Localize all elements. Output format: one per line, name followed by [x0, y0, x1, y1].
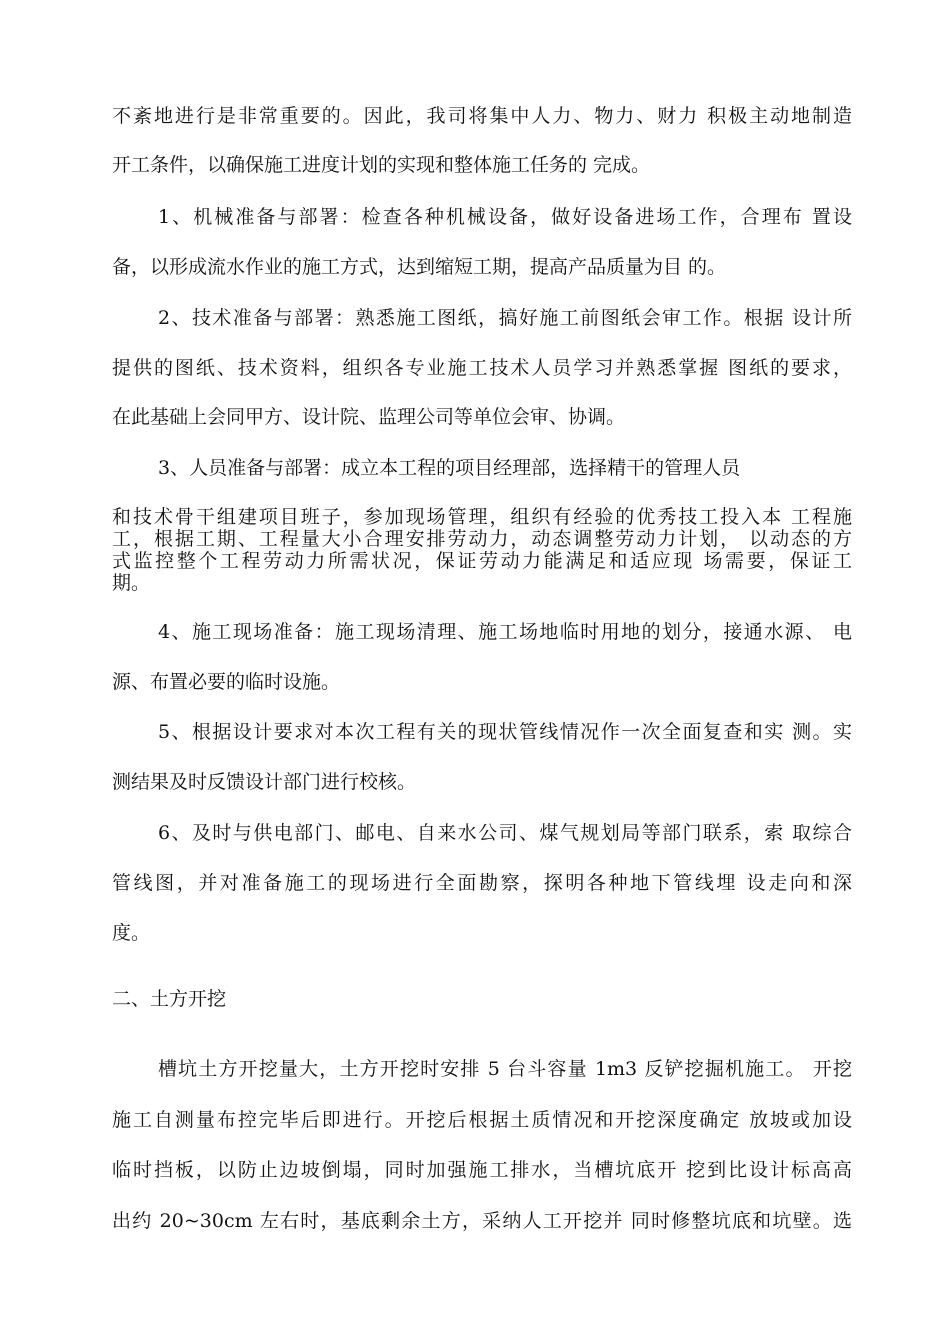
- text-line-14: 源、布置必要的临时设施。: [112, 671, 341, 693]
- text-line-21: 槽坑土方开挖量大，土方开挖时安排 5 台斗容量 1m3 反铲挖掘机施工。 开挖: [158, 1058, 852, 1080]
- text-line-11: 式监控整个工程劳动力所需状况，保证劳动力能满足和适应现 场需要，保证工: [112, 550, 852, 572]
- dense-paragraph: [112, 506, 852, 594]
- text-line-24: 出约 20~30cm 左右时，基底剩余土方，采纳人工开挖并 同时修整坑底和坑壁。选: [112, 1210, 852, 1232]
- text-line-10: 工，根据工期、工程量大小合理安排劳动力，动态调整劳动力计划， 以动态的方: [112, 528, 852, 550]
- text-line-23: 临时挡板，以防止边坡倒塌，同时加强施工排水，当槽坑底开 挖到比设计标高高: [112, 1159, 852, 1181]
- text-line-16: 测结果及时反馈设计部门进行校核。: [112, 771, 417, 793]
- text-line-17: 6、及时与供电部门、邮电、自来水公司、煤气规划局等部门联系，索 取综合: [158, 822, 852, 844]
- text-line-22: 施工自测量布控完毕后即进行。开挖后根据土质情况和开挖深度确定 放坡或加设: [112, 1109, 852, 1131]
- text-line-5: 2、技术准备与部署：熟悉施工图纸，搞好施工前图纸会审工作。根据 设计所: [158, 307, 852, 329]
- text-line-13: 4、施工现场准备：施工现场清理、施工场地临时用地的划分，接通水源、 电: [158, 621, 852, 643]
- text-line-6: 提供的图纸、技术资料，组织各专业施工技术人员学习并熟悉掌握 图纸的要求，: [112, 357, 852, 379]
- text-line-4: 备，以形成流水作业的施工方式，达到缩短工期，提高产品质量为目 的。: [112, 256, 727, 278]
- text-line-1: 不紊地进行是非常重要的。因此，我司将集中人力、物力、财力 积极主动地制造: [112, 105, 852, 127]
- text-line-19: 度。: [112, 922, 151, 944]
- text-line-3: 1、机械准备与部署：检查各种机械设备，做好设备进场工作，合理布 置设: [158, 206, 852, 228]
- text-line-2: 开工条件，以确保施工进度计划的实现和整体施工任务的 完成。: [112, 154, 651, 176]
- text-line-8: 3、人员准备与部署：成立本工程的项目经理部，选择精干的管理人员: [158, 457, 741, 479]
- text-line-15: 5、根据设计要求对本次工程有关的现状管线情况作一次全面复查和实 测。实: [158, 721, 852, 743]
- text-line-7: 在此基础上会同甲方、设计院、监理公司等单位会审、协调。: [112, 406, 626, 428]
- text-line-9: 和技术骨干组建项目班子，参加现场管理，组织有经验的优秀技工投入本 工程施: [112, 506, 852, 528]
- text-line-12: 期。: [112, 572, 151, 594]
- text-line-18: 管线图，并对准备施工的现场进行全面勘察，探明各种地下管线埋 设走向和深: [112, 872, 852, 894]
- section-heading: 二、土方开挖: [112, 988, 227, 1010]
